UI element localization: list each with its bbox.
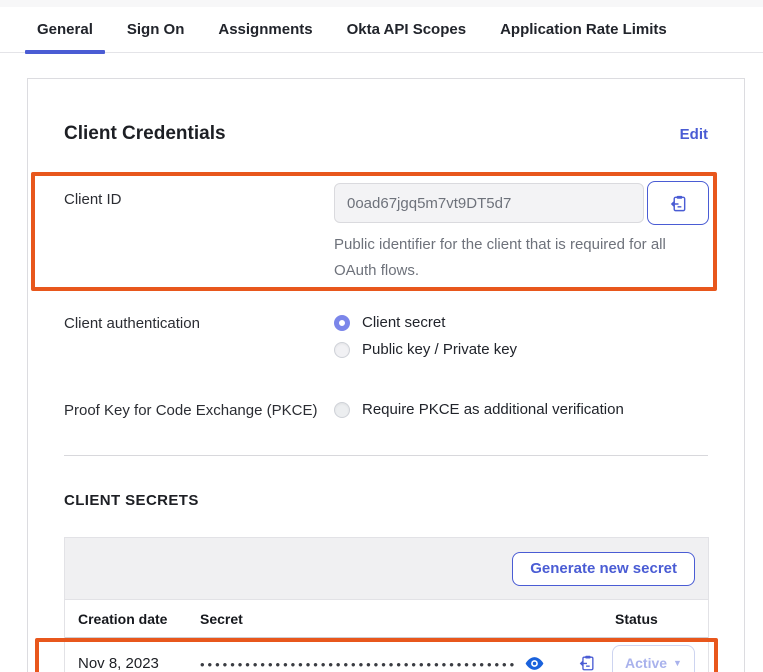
radio-unselected-icon[interactable] [334,342,350,358]
status-active-dropdown[interactable] [612,645,695,672]
secret-creation-date: Nov 8, 2023 [78,654,159,672]
radio-selected-icon[interactable] [334,315,350,331]
header-secret: Secret [200,610,243,627]
tab-assignments[interactable] [206,9,324,52]
table-header-row [65,600,708,638]
reveal-secret-button[interactable] [525,656,544,671]
status-label: Active [625,655,668,671]
pkce-checkbox-option[interactable] [334,401,708,418]
tab-sign-on[interactable] [115,9,197,52]
secret-table-row [65,638,708,672]
tab-application-rate-limits[interactable] [488,9,679,52]
client-id-value-field[interactable]: 0oad67jgq5m7vt9DT5d7 [334,183,644,223]
tab-okta-api-scopes-label: Okta API Scopes [346,21,467,38]
clipboard-copy-icon [578,654,596,672]
client-secrets-toolbar [65,538,708,600]
pkce-row [64,401,708,428]
tab-bar [0,7,763,53]
tab-okta-api-scopes[interactable] [335,9,479,52]
radio-client-secret-label: Client secret [362,314,446,331]
clipboard-copy-icon [669,194,688,213]
top-strip [0,0,763,7]
secret-cell [200,654,615,672]
pkce-option-label: Require PKCE as additional verification [362,401,624,418]
copy-secret-button[interactable] [578,654,596,672]
client-authentication-row [64,314,708,368]
client-id-row [64,181,708,284]
tab-general[interactable] [25,9,105,52]
edit-link[interactable]: Edit [679,125,708,143]
client-id-help-text: Public identifier for the client that is required for all OAuth flows. [334,236,666,279]
eye-icon [525,656,544,671]
client-secrets-table [64,537,709,672]
pkce-label: Proof Key for Code Exchange (PKCE) [64,402,318,419]
client-credentials-header [64,123,708,145]
radio-public-private-key[interactable] [334,341,708,358]
copy-client-id-button[interactable] [647,181,709,225]
tab-general-label: General [37,21,93,38]
status-cell [615,645,695,672]
tab-sign-on-label: Sign On [126,21,185,38]
tab-assignments-label: Assignments [218,21,313,38]
header-creation-date: Creation date [78,610,168,627]
radio-public-private-key-label: Public key / Private key [362,341,518,358]
general-settings-card [27,78,745,672]
dropdown-caret-icon: ▼ [673,658,682,668]
generate-new-secret-button[interactable]: Generate new secret [512,552,695,586]
section-title: Client Credentials [64,123,226,144]
client-authentication-label: Client authentication [64,315,200,332]
masked-secret-value: •••••••••••••••••••••••••••••••••••••••••• [200,656,518,672]
header-status: Status [615,610,658,627]
section-divider [64,455,708,456]
radio-client-secret[interactable] [334,314,708,331]
checkbox-unchecked-icon[interactable] [334,402,350,418]
client-secrets-title: CLIENT SECRETS [64,492,199,509]
client-id-label: Client ID [64,191,122,208]
tab-application-rate-limits-label: Application Rate Limits [500,21,667,38]
